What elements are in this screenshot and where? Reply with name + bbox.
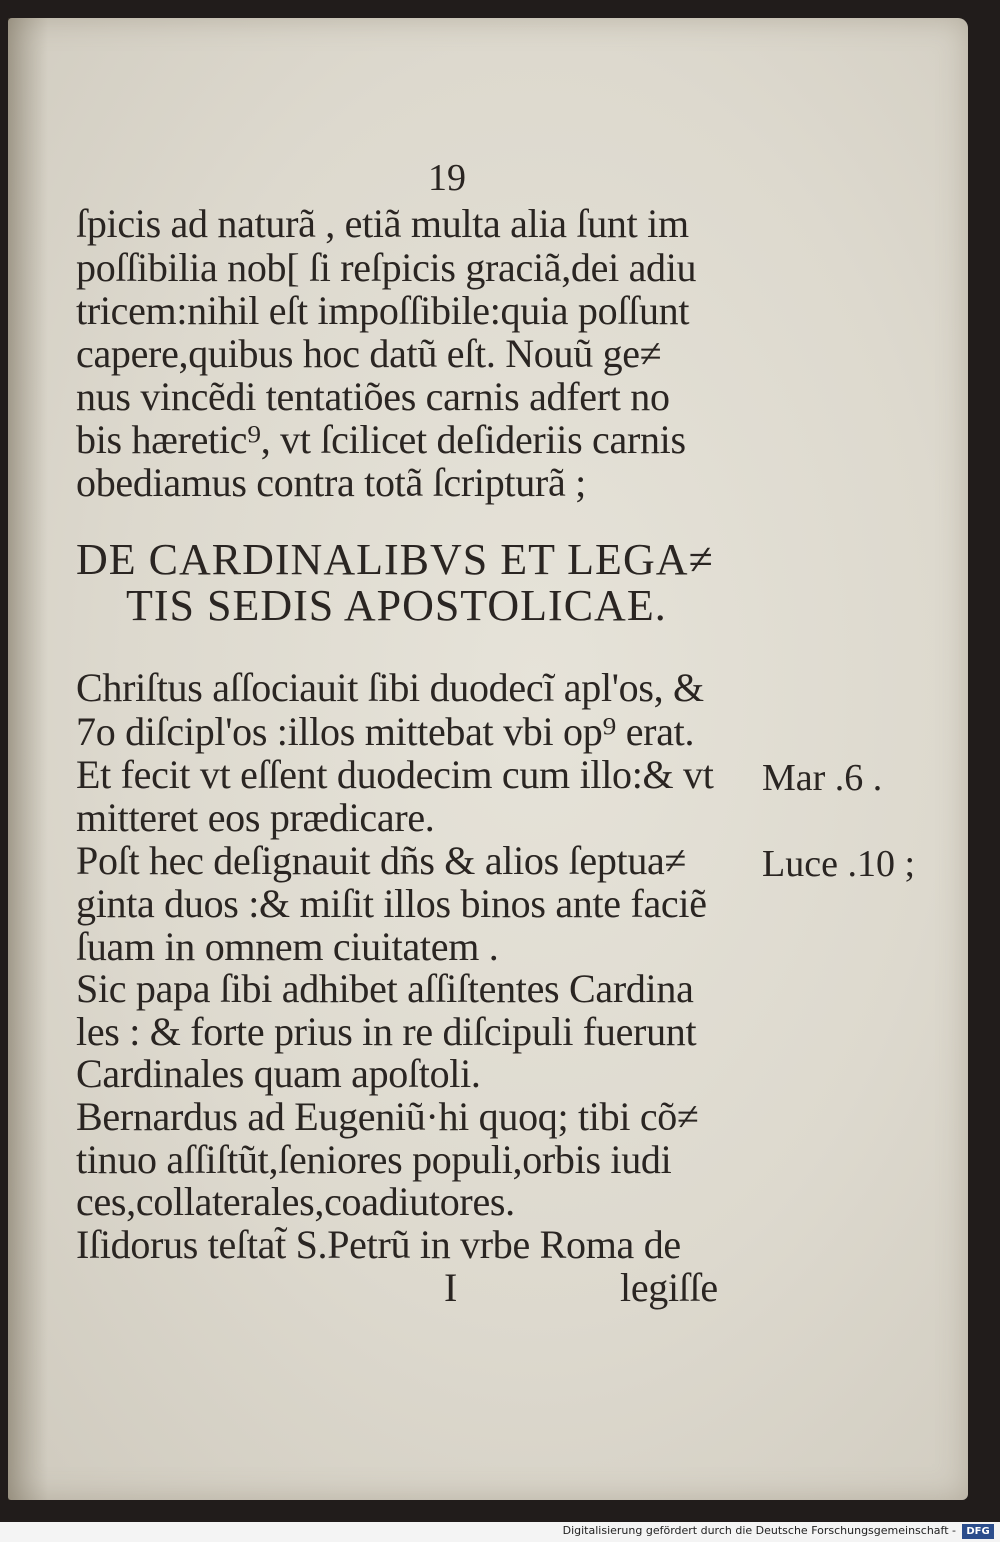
section-line: tinuo aſſiſtũt,ſeniores populi,orbis iudi: [76, 1137, 672, 1182]
section-line: ginta duos :& miſit illos binos ante faciẽ: [76, 881, 707, 926]
section-line: mitteret eos prædicare.: [76, 795, 435, 840]
body-line: capere,quibus hoc datũ eſt. Nouũ ge≠: [76, 331, 662, 376]
body-line: obediamus contra totã ſcripturã ;: [76, 460, 586, 505]
margin-note: Luce .10 ;: [762, 843, 916, 885]
body-line: poſſibilia nob[ ſi reſpicis graciã,dei adiu: [76, 245, 697, 290]
body-line: ſpicis ad naturã , etiã multa alia ſunt im: [76, 201, 689, 246]
section-line: Iſidorus teſtat̃ S.Petrũ in vrbe Roma de: [76, 1222, 681, 1267]
section-line: les : & forte prius in re diſcipuli fuerunt: [76, 1009, 697, 1054]
signature-mark: I: [444, 1265, 458, 1310]
footer-bar: [0, 1522, 1000, 1542]
body-line: nus vincẽdi tentatiões carnis adfert no: [76, 374, 670, 419]
section-line: Chriſtus aſſociauit ſibi duodecĩ apl'os, &: [76, 665, 704, 710]
section-line: ſuam in omnem ciuitatem .: [76, 924, 499, 969]
section-line: Bernardus ad Eugeniũ·hi quoq; tibi cõ≠: [76, 1094, 699, 1139]
section-line: Sic papa ſibi adhibet aſſiſtentes Cardina: [76, 966, 694, 1011]
section-line: Et fecit vt eſſent duodecim cum illo:& vt: [76, 752, 714, 797]
dfg-logo: DFG: [962, 1524, 994, 1539]
funding-credit: Digitalisierung gefördert durch die Deutsche Forschungsgemeinschaft -: [562, 1524, 956, 1537]
page-number: 19: [428, 157, 466, 199]
section-line: ces,collaterales,coadiutores.: [76, 1179, 515, 1224]
body-line: tricem:nihil eſt impoſſibile:quia poſſunt: [76, 288, 690, 333]
section-line: 7o diſcipl'os :illos mittebat vbi op⁹ erat.: [76, 709, 695, 754]
margin-note: Mar .6 .: [762, 757, 883, 799]
binding-shadow: [8, 18, 48, 1500]
section-line: Poſt hec deſignauit dñs & alios ſeptua≠: [76, 838, 687, 883]
section-line: Cardinales quam apoſtoli.: [76, 1051, 481, 1096]
catchword: legiſſe: [620, 1265, 718, 1310]
section-heading: DE CARDINALIBVS ET LEGA≠: [76, 535, 714, 584]
body-line: bis hæretic⁹, vt ſcilicet deſideriis carnis: [76, 417, 686, 462]
section-heading: TIS SEDIS APOSTOLICAE.: [126, 581, 667, 630]
